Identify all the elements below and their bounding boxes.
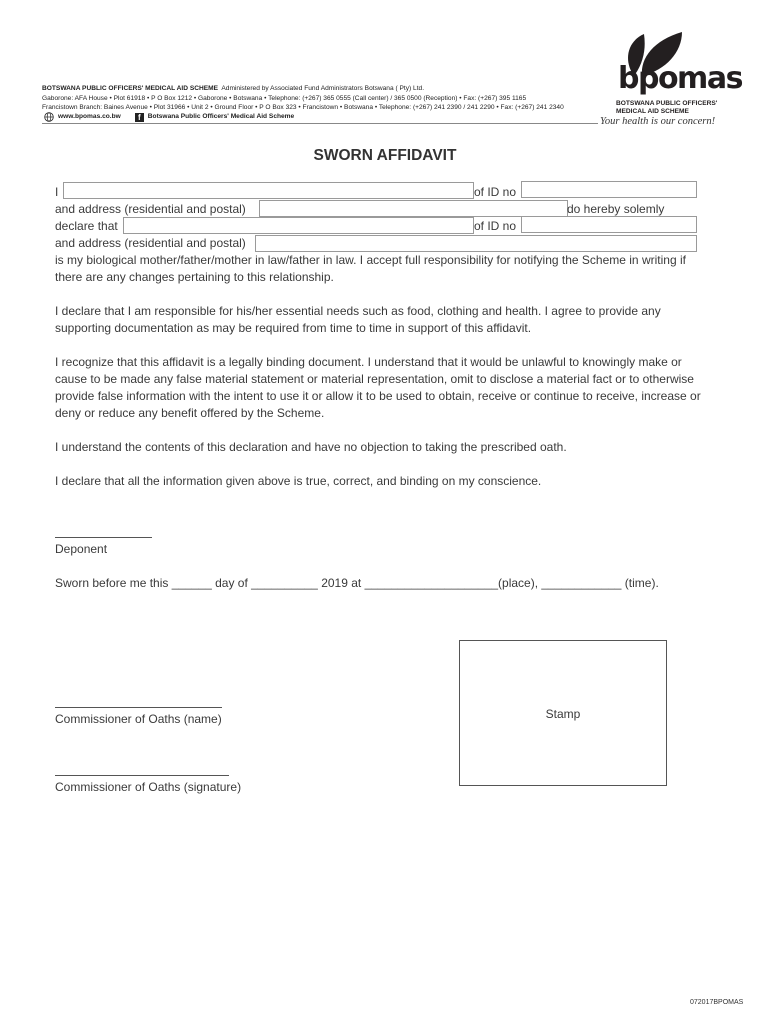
website-link[interactable]: www.bpomas.co.bw (58, 113, 121, 121)
bpomas-logo (612, 30, 742, 130)
deponent-address-field[interactable] (259, 200, 568, 217)
address-label-2: and address (residential and postal) (55, 236, 246, 250)
responsibility-paragraph: I declare that I am responsible for his/her essential needs such as food, clothing and health. I agree to provide any supporting documentation as may be required from time to time in support of this affidavit. (55, 304, 661, 335)
sworn-before-line[interactable]: Sworn before me this ______ day of __________ 2019 at ____________________(place), ____________ (time). (55, 576, 659, 590)
logo-wordmark: bpomas (618, 61, 742, 96)
facebook-page-text: Botswana Public Officers' Medical Aid Scheme (147, 113, 295, 121)
header-line-1 (42, 84, 424, 93)
deponent-label: Deponent (55, 542, 108, 556)
do-hereby-label: do hereby solemly (567, 202, 665, 216)
oath-paragraph: I understand the contents of this declaration and have no objection to taking the prescribed oath. (55, 440, 567, 454)
of-id-label: of ID no (474, 185, 517, 199)
commissioner-signature-line[interactable] (55, 775, 229, 776)
logo-tagline: Your health is our concern! (600, 116, 716, 127)
header-line-2: Gaborone: AFA House • Plot 61918 • P O Box 1212 • Gaborone • Botswana • Telephone: (+267) 365 0555 (Call center) / 365 0500 (Reception) • Fax: (+267) 395 1165 (42, 95, 527, 102)
deponent-id-field[interactable] (521, 181, 697, 198)
logo-name-line-1: BOTSWANA PUBLIC OFFICERS' (616, 100, 718, 107)
logo-name-line-2: MEDICAL AID SCHEME (616, 108, 689, 115)
header-divider (42, 123, 598, 124)
scheme-name: BOTSWANA PUBLIC OFFICERS' MEDICAL AID SCHEME (42, 85, 219, 92)
stamp-label: Stamp (545, 707, 581, 721)
i-label: I (55, 185, 59, 199)
declare-that-label: declare that (55, 219, 118, 233)
legal-binding-paragraph: I recognize that this affidavit is a legally binding document. I understand that it would be unlawful to knowingly make or cause to be made any false material statement or material representation, omit to disclose a material fact or to otherwise provide false information with the intent to use it or allow it to be used to obtain, receive or continue to receive, increase or deny or reduce any benefit offered by the Scheme. (55, 355, 701, 420)
dependant-id-field[interactable] (521, 216, 697, 233)
header-line-3: Francistown Branch: Baines Avenue • Plot 31966 • Unit 2 • Ground Floor • P O Box 323 • Francistown • Botswana • Telephone: (+267) 241 2390 / 241 2290 • Fax: (+267) 241 2340 (42, 104, 564, 111)
administrator-text: Administered by Associated Fund Administrators Botswana ( Pty) Ltd. (221, 85, 425, 92)
commissioner-name-line[interactable] (55, 707, 222, 708)
facebook-icon: f (135, 113, 144, 122)
dependant-name-field[interactable] (123, 217, 474, 234)
commissioner-signature-label: Commissioner of Oaths (signature) (55, 780, 242, 794)
declaration-paragraph: I declare that all the information given above is true, correct, and binding on my conscience. (55, 474, 542, 488)
deponent-signature-line[interactable] (55, 537, 152, 538)
header-line-4 (44, 112, 294, 122)
address-label: and address (residential and postal) (55, 202, 246, 216)
deponent-name-field[interactable] (63, 182, 474, 199)
footer-code: 072017BPOMAS (690, 999, 744, 1006)
globe-icon (44, 112, 54, 122)
relationship-paragraph: is my biological mother/father/mother in law/father in law. I accept full responsibility for notifying the Scheme in writing if there are any changes pertaining to this relationship. (55, 253, 686, 284)
document-title: SWORN AFFIDAVIT (313, 147, 457, 164)
of-id-label-2: of ID no (474, 219, 517, 233)
commissioner-name-label: Commissioner of Oaths (name) (55, 712, 222, 726)
dependant-address-field[interactable] (255, 235, 697, 252)
